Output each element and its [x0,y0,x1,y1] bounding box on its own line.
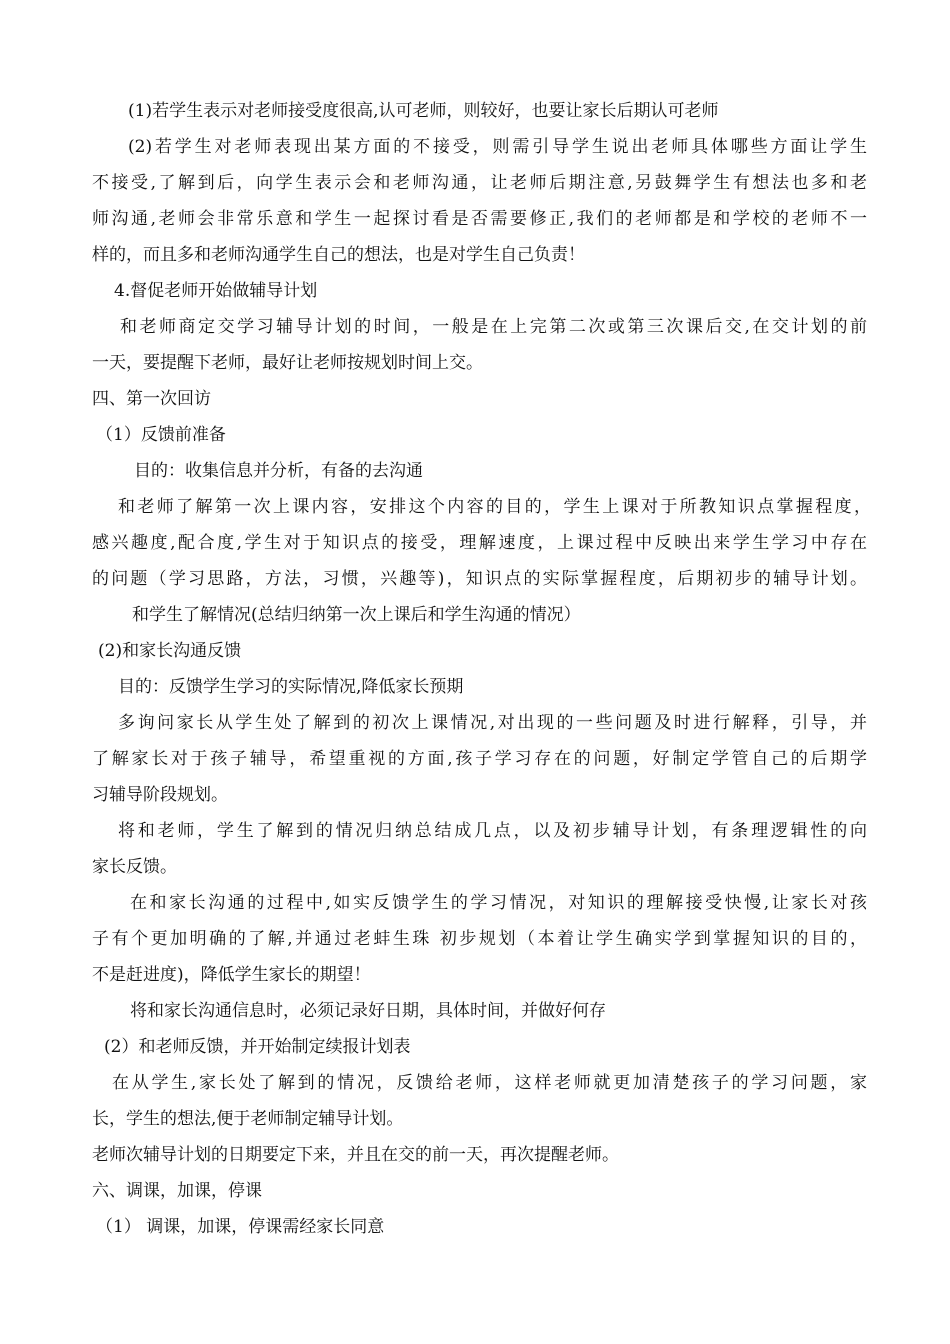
section-heading: 4.督促老师开始做辅导计划 [114,281,318,301]
text-line: 感兴趣度,配合度,学生对于知识点的接受，理解速度，上课过程中反映出来学生学习中存在 [92,533,867,553]
text-line: 一天，要提醒下老师，最好让老师按规划时间上交。 [92,353,483,373]
text-line: 在和家长沟通的过程中,如实反馈学生的学习情况，对知识的理解接受快慢,让家长对孩 [130,893,867,913]
text-line: 多询问家长从学生处了解到的初次上课情况,对出现的一些问题及时进行解释，引导，并 [118,713,867,733]
subsection-heading: (2）和老师反馈，并开始制定续报计划表 [104,1037,411,1057]
text-line: 目的：收集信息并分析，有备的去沟通 [134,461,423,481]
text-line: 在从学生,家长处了解到的情况，反馈给老师，这样老师就更加清楚孩子的学习问题，家 [112,1073,867,1093]
text-line: 将和老师，学生了解到的情况归纳总结成几点，以及初步辅导计划，有条理逻辑性的向 [118,821,867,841]
text-line: 的问题（学习思路，方法，习惯，兴趣等)，知识点的实际掌握程度，后期初步的辅导计划。 [92,569,867,589]
text-line: 目的：反馈学生学习的实际情况,降低家长预期 [118,677,464,697]
text-line: 将和家长沟通信息时，必须记录好日期，具体时间，并做好何存 [130,1001,606,1021]
text-line: 样的，而且多和老师沟通学生自己的想法，也是对学生自己负责！ [92,245,585,265]
text-line: 了解家长对于孩子辅导，希望重视的方面,孩子学习存在的问题，好制定学管自己的后期学 [92,749,867,769]
subsection-heading: (2)和家长沟通反馈 [98,641,242,661]
text-line: 不是赶进度)，降低学生家长的期望！ [92,965,371,985]
text-line: 长，学生的想法,便于老师制定辅导计划。 [92,1109,404,1129]
text-line: 不接受,了解到后，向学生表示会和老师沟通，让老师后期注意,另鼓舞学生有想法也多和老 [92,173,867,193]
text-line: 和老师了解第一次上课内容，安排这个内容的目的，学生上课对于所教知识点掌握程度， [118,497,871,517]
section-heading: 六、调课，加课，停课 [92,1181,262,1201]
text-line: 老师次辅导计划的日期要定下来，并且在交的前一天，再次提醒老师。 [92,1145,619,1165]
text-line: (1)若学生表示对老师接受度很高,认可老师，则较好，也要让家长后期认可老师 [128,101,719,121]
text-line: 家长反馈。 [92,857,177,877]
section-heading: 四、第一次回访 [92,389,211,409]
text-line: 习辅导阶段规划。 [92,785,228,805]
text-line: 和老师商定交学习辅导计划的时间，一般是在上完第二次或第三次课后交,在交计划的前 [120,317,867,337]
text-line: 子有个更加明确的了解,并通过老蚌生珠 初步规划（本着让学生确实学到掌握知识的目的， [92,929,867,949]
text-line: (2)若学生对老师表现出某方面的不接受，则需引导学生说出老师具体哪些方面让学生 [128,137,867,157]
text-line: 和学生了解情况(总结归纳第一次上课后和学生沟通的情况） [132,605,581,625]
subsection-heading: （1）反馈前准备 [96,425,226,445]
text-line: 师沟通,老师会非常乐意和学生一起探讨看是否需要修正,我们的老师都是和学校的老师不一 [92,209,867,229]
subsection-heading: （1） 调课，加课，停课需经家长同意 [96,1217,385,1237]
